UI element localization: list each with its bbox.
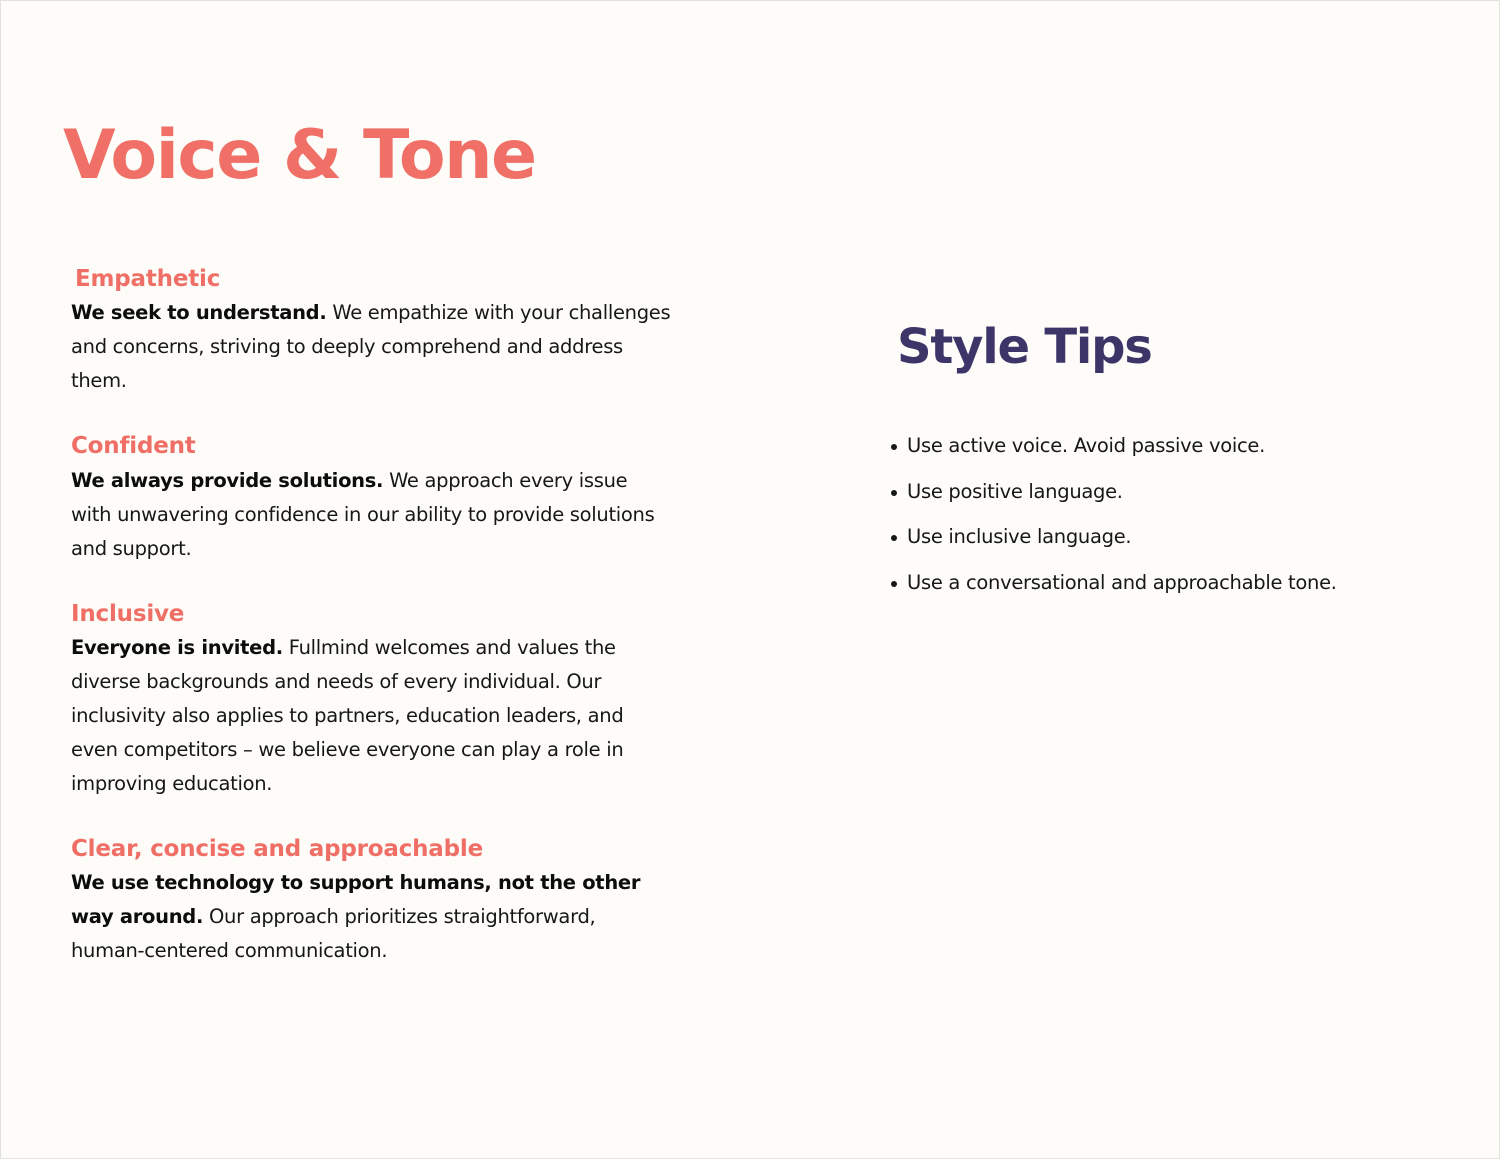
style-tips-title: Style Tips [897,319,1152,375]
bullet-icon [891,444,897,450]
style-tip-item [889,566,1449,612]
trait-heading: Clear, concise and approachable [71,836,483,863]
trait-lead: We use technology to support humans, not the other way around. [71,871,641,929]
traits-column [71,263,671,1000]
trait-empathetic [71,263,671,398]
style-tip-text: Use active voice. Avoid passive voice. [907,434,1265,457]
style-tip-text: Use positive language. [907,479,1123,503]
bullet-icon [891,490,897,496]
trait-description [71,464,671,566]
style-tip-item [889,475,1449,521]
trait-description [71,296,671,398]
page-title: Voice & Tone [63,116,536,195]
trait-body-text: Fullmind welcomes and values the diverse backgrounds and needs of every individual. Our inclusivity also applies to partners, education leaders, and even competitors – we believe everyone can play a role in improving education. [71,636,624,796]
trait-inclusive [71,598,671,801]
trait-lead: We always provide solutions. [71,468,384,492]
bullet-icon [891,581,897,587]
style-tip-text: Use inclusive language. [907,525,1132,548]
trait-heading: Confident [71,433,196,460]
bullet-icon [891,535,897,541]
style-tip-text: Use a conversational and approachable tone. [907,570,1337,594]
trait-body-text: We approach every issue with unwavering confidence in our ability to provide solutions and support. [71,468,655,560]
trait-lead: We seek to understand. [71,301,327,325]
trait-description [71,631,671,801]
trait-heading: Empathetic [75,266,221,292]
style-tip-item [889,520,1449,566]
trait-clear-concise [71,833,671,968]
trait-confident [71,430,671,565]
trait-heading: Inclusive [71,600,185,627]
trait-body-text: Our approach prioritizes straightforward, human-centered communication. [71,905,596,963]
style-tip-item [889,429,1449,475]
style-tips-list [889,429,1449,611]
trait-lead: Everyone is invited. [71,636,283,660]
trait-body-text: We empathize with your challenges and concerns, striving to deeply comprehend and address them. [71,301,671,393]
trait-description [71,866,671,968]
